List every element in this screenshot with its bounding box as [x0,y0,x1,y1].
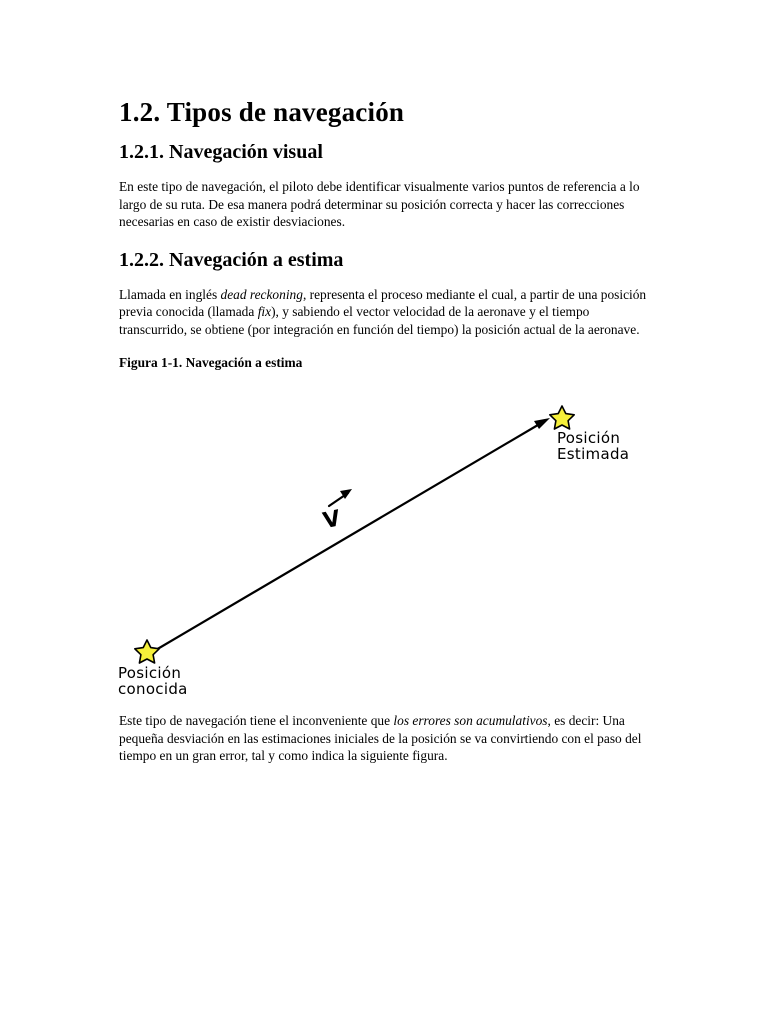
paragraph-closing [119,712,649,765]
document-body [119,96,649,372]
text-run: Llamada en inglés [119,286,221,302]
label-line: Posición [118,664,182,682]
paragraph-estima [119,286,649,339]
known-position-label [118,665,188,697]
text-run: , representa el proceso mediante el cual, a partir de una posición previa conocida (llamada [119,286,647,319]
paragraph-visual: En este tipo de navegación, el piloto debe identificar visualmente varios puntos de referencia a lo largo de su ruta. De esa manera podrá determinar su posición correcta y hacer las correcciones necesarias en caso de existir desviaciones. [119,179,640,229]
text-run: , es decir: Una pequeña desviación en las estimaciones iniciales de la posición se va convirtiendo con el paso del tiempo en un gran error, tal y como indica la siguiente figura. [119,713,642,763]
track-arrowhead [534,418,550,429]
section-title: 1.2. Tipos de navegación [119,97,405,127]
italic-term-fix: fix [257,304,272,319]
label-line: Estimada [557,445,630,463]
label-line: conocida [118,680,188,698]
star-icon [550,406,574,429]
label-line: Posición [557,429,621,447]
text-run: ), y sabiendo el vector velocidad de la aeronave y el tiempo transcurrido, se obtiene (por integración en función del tiempo) la posición actual de la aeronave. [119,304,640,337]
estimated-position-label [557,430,629,462]
text-run: Este tipo de navegación tiene el inconveniente que [119,713,394,728]
italic-phrase-errores: los errores son acumulativos [393,713,548,728]
italic-term-dead-reckoning: dead reckoning [220,286,303,302]
subsection-heading-estima: 1.2.2. Navegación a estima [119,248,344,271]
subsection-heading-visual: 1.2.1. Navegación visual [119,141,323,163]
velocity-symbol: V [320,506,343,535]
star-icon [135,640,159,663]
dead-reckoning-figure [105,398,645,703]
closing-paragraph-container [119,712,649,765]
figure-caption: Figura 1-1. Navegación a estima [119,355,303,370]
track-line [149,422,543,654]
